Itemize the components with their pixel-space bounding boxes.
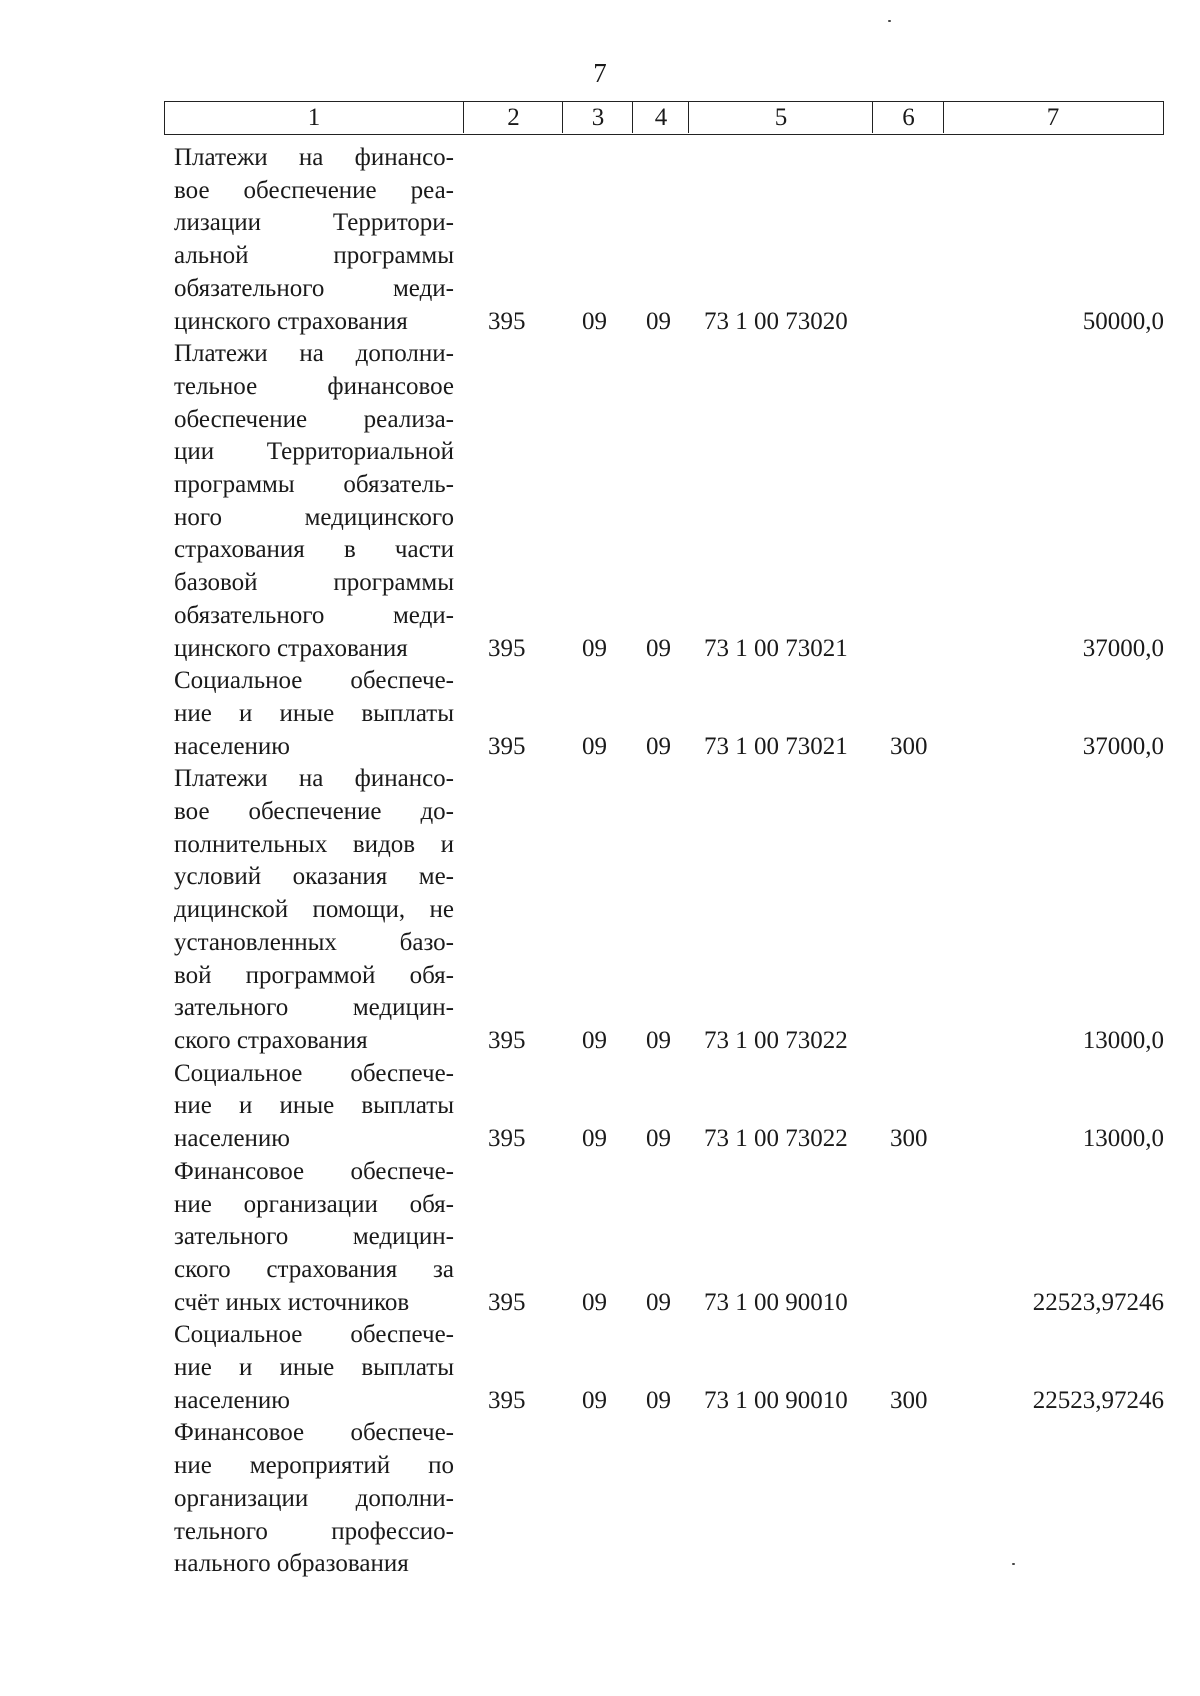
description-line: цинского страхования [174, 634, 408, 662]
cell-c6: 300 [890, 1125, 928, 1153]
description-line: населению [174, 1125, 290, 1153]
row-description [174, 665, 454, 763]
description-line: Платежи на финансо- [174, 765, 454, 793]
cell-c3: 09 [582, 732, 607, 760]
cell-c3: 09 [582, 307, 607, 335]
header-col-1: 1 [307, 104, 321, 131]
scan-speck [888, 20, 891, 22]
description-line: населению [174, 1386, 290, 1414]
description-line: тельного профессио- [174, 1517, 454, 1545]
cell-c3: 09 [582, 1288, 607, 1316]
cell-c7: 22523,97246 [1032, 1288, 1164, 1316]
row-description [174, 338, 454, 665]
cell-c2: 395 [488, 1386, 526, 1414]
row-description [174, 763, 454, 1057]
description-line: тельное финансовое [174, 372, 454, 400]
description-line: ского страхования [174, 1026, 368, 1054]
cell-c5: 73 1 00 73021 [704, 634, 848, 662]
cell-c3: 09 [582, 1026, 607, 1054]
description-line: счёт иных источников [174, 1288, 410, 1316]
description-line: цинского страхования [174, 307, 408, 335]
row-description [174, 1319, 454, 1417]
description-line: ского страхования за [174, 1255, 454, 1283]
description-line: вое обеспечение до- [174, 798, 454, 826]
description-line: Социальное обеспече- [174, 1321, 454, 1349]
description-line: вое обеспечение реа- [174, 176, 454, 204]
cell-c7: 22523,97246 [1032, 1386, 1164, 1414]
scan-speck [1012, 1563, 1015, 1565]
description-line: базовой программы [174, 569, 454, 597]
table-row [174, 338, 1164, 665]
description-line: альной программы [174, 242, 454, 270]
cell-c7: 13000,0 [1082, 1026, 1164, 1054]
description-line: лизации Территори- [174, 209, 454, 237]
description-line: ние и иные выплаты [174, 1092, 454, 1120]
cell-c2: 395 [488, 1288, 526, 1316]
description-line: установленных базо- [174, 928, 454, 956]
description-line: ние и иные выплаты [174, 1354, 454, 1382]
description-line: нального образования [174, 1550, 409, 1578]
cell-c7: 50000,0 [1082, 307, 1164, 335]
cell-c2: 395 [488, 1026, 526, 1054]
page-number: 7 [593, 58, 607, 88]
description-line: организации дополни- [174, 1484, 454, 1512]
header-col-7: 7 [943, 102, 1162, 133]
cell-c7: 13000,0 [1082, 1125, 1164, 1153]
cell-c2: 395 [488, 1125, 526, 1153]
description-line: полнительных видов и [174, 830, 454, 858]
cell-c7: 37000,0 [1082, 634, 1164, 662]
description-line: условий оказания ме- [174, 863, 454, 891]
row-description [174, 142, 454, 338]
cell-c5: 73 1 00 73021 [704, 732, 848, 760]
header-col-5: 5 [688, 102, 873, 133]
header-col-3: 3 [562, 102, 633, 133]
description-line: Социальное обеспече- [174, 667, 454, 695]
description-line: обеспечение реализа- [174, 405, 454, 433]
description-line: ние и иные выплаты [174, 699, 454, 727]
row-description [174, 1417, 454, 1581]
header-col-4: 4 [632, 102, 689, 133]
cell-c5: 73 1 00 90010 [704, 1386, 848, 1414]
description-line: дицинской помощи, не [174, 896, 454, 924]
description-line: Платежи на дополни- [174, 340, 454, 368]
cell-c4: 09 [646, 1026, 671, 1054]
table-row [174, 1417, 1164, 1581]
cell-c5: 73 1 00 73022 [704, 1026, 848, 1054]
header-col-6: 6 [872, 102, 944, 133]
row-description [174, 1156, 454, 1320]
description-line: ние мероприятий по [174, 1452, 454, 1480]
description-line: Социальное обеспече- [174, 1059, 454, 1087]
table-row [174, 763, 1164, 1057]
cell-c5: 73 1 00 73020 [704, 307, 848, 335]
table-row [174, 1319, 1164, 1417]
cell-c2: 395 [488, 307, 526, 335]
table-row [174, 665, 1164, 763]
cell-c4: 09 [646, 1288, 671, 1316]
description-line: вой программой обя- [174, 961, 454, 989]
description-line: Платежи на финансо- [174, 144, 454, 171]
cell-c2: 395 [488, 732, 526, 760]
description-line: Финансовое обеспече- [174, 1419, 454, 1447]
row-description [174, 1058, 454, 1156]
table-row [174, 1058, 1164, 1156]
description-line: ние организации обя- [174, 1190, 454, 1218]
cell-c4: 09 [646, 307, 671, 335]
description-line: программы обязатель- [174, 471, 454, 499]
cell-c3: 09 [582, 1125, 607, 1153]
description-line: населению [174, 732, 290, 760]
description-line: Финансовое обеспече- [174, 1157, 454, 1185]
cell-c3: 09 [582, 634, 607, 662]
cell-c4: 09 [646, 1386, 671, 1414]
cell-c4: 09 [646, 634, 671, 662]
cell-c4: 09 [646, 732, 671, 760]
table-row [174, 142, 1164, 338]
cell-c6: 300 [890, 732, 928, 760]
description-line: зательного медицин- [174, 994, 454, 1022]
description-line: ного медицинского [174, 503, 454, 531]
description-line: обязательного меди- [174, 601, 454, 629]
cell-c5: 73 1 00 90010 [704, 1288, 848, 1316]
table-body [174, 142, 1164, 1581]
description-line: страхования в части [174, 536, 454, 564]
table-row [174, 1156, 1164, 1320]
header-col-2: 2 [463, 102, 563, 133]
cell-c5: 73 1 00 73022 [704, 1125, 848, 1153]
cell-c3: 09 [582, 1386, 607, 1414]
cell-c7: 37000,0 [1082, 732, 1164, 760]
cell-c4: 09 [646, 1125, 671, 1153]
cell-c2: 395 [488, 634, 526, 662]
cell-c6: 300 [890, 1386, 928, 1414]
description-line: зательного медицин- [174, 1223, 454, 1251]
description-line: обязательного меди- [174, 274, 454, 302]
table-header [164, 101, 1164, 135]
description-line: ции Территориальной [174, 438, 454, 466]
